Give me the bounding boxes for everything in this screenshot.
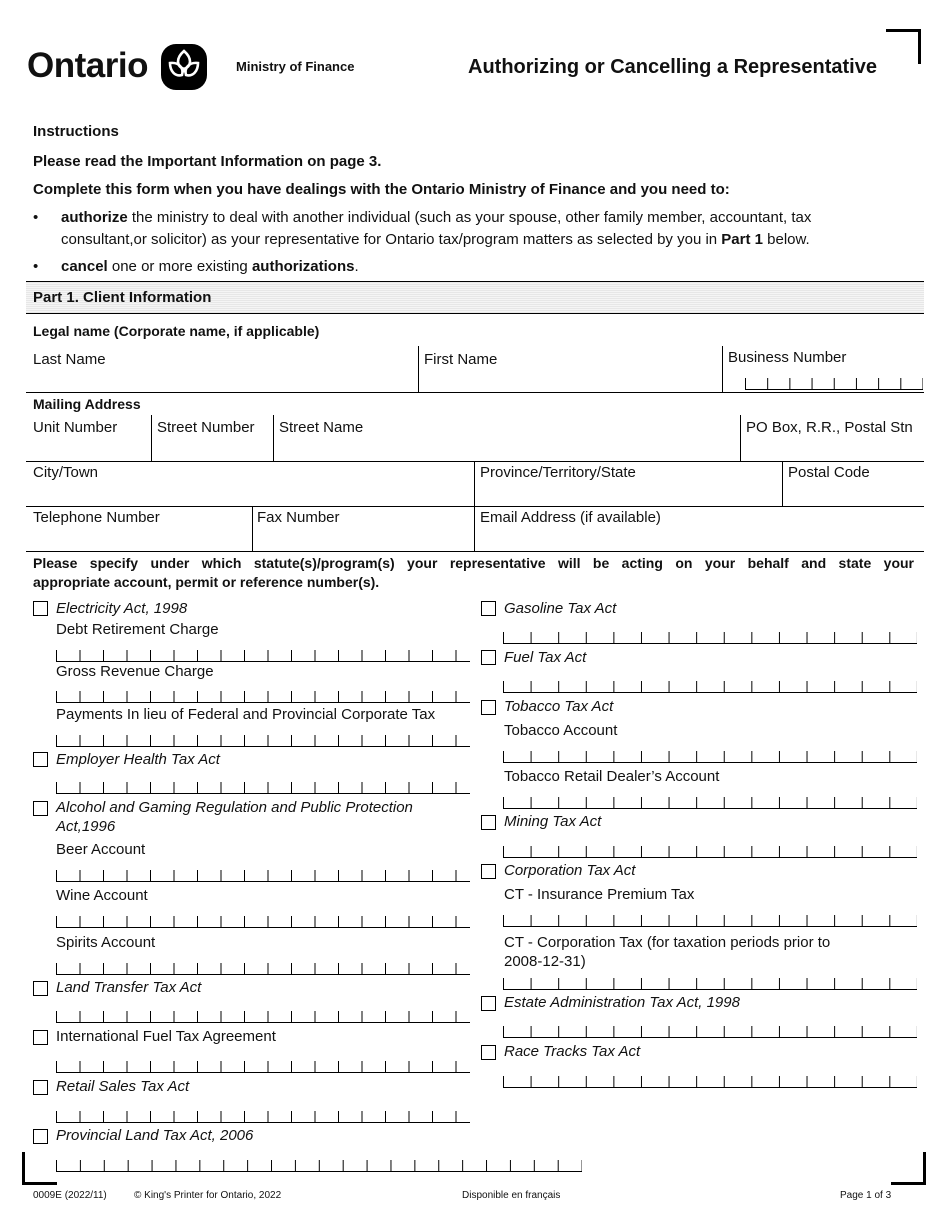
corporation-tax-checkbox[interactable]: [481, 864, 496, 879]
city-field[interactable]: [28, 462, 472, 505]
retail-sales-label: Retail Sales Tax Act: [56, 1078, 190, 1095]
payments-in-lieu-label: Payments In lieu of Federal and Provincial Corporate Tax: [56, 706, 436, 723]
spirits-account-field[interactable]: [56, 963, 470, 975]
instructions-line-1: Please read the Important Information on page 3.: [33, 153, 382, 170]
fuel-tax-label: Fuel Tax Act: [504, 649, 587, 666]
legal-name-label: Legal name (Corporate name, if applicable): [33, 323, 320, 339]
tobacco-account-label: Tobacco Account: [504, 722, 618, 739]
bullet-part1-ref: Part 1: [721, 231, 763, 248]
business-number-label: Business Number: [728, 349, 847, 366]
ct-insurance-label: CT - Insurance Premium Tax: [504, 886, 695, 903]
email-field[interactable]: [476, 507, 924, 550]
bullet-cancel: [61, 258, 359, 275]
estate-administration-checkbox[interactable]: [481, 996, 496, 1011]
electricity-act-checkbox[interactable]: [33, 601, 48, 616]
ct-corporation-label: CT - Corporation Tax (for taxation periods prior to: [504, 934, 831, 951]
bullet-authorize-text: the ministry to deal with another individual (such as your spouse, other family member, accountant, tax: [127, 209, 812, 226]
gross-revenue-field[interactable]: [56, 691, 470, 703]
corner-mark-top-right-vertical: [918, 29, 921, 64]
corner-mark-bottom-left-horizontal: [22, 1182, 57, 1185]
bullet-authorize-bold: authorize: [61, 209, 128, 226]
ontario-logo-text: Ontario: [27, 46, 148, 85]
provincial-land-checkbox[interactable]: [33, 1129, 48, 1144]
bullet-cancel-bold: cancel: [61, 258, 108, 275]
unit-number-field[interactable]: [28, 415, 148, 459]
ministry-name: Ministry of Finance: [236, 59, 355, 74]
business-number-field[interactable]: [745, 378, 923, 390]
divider: [722, 346, 723, 392]
last-name-label: Last Name: [33, 351, 106, 368]
mining-tax-field[interactable]: [503, 846, 917, 858]
po-box-field[interactable]: [742, 415, 924, 459]
ifta-label: International Fuel Tax Agreement: [56, 1028, 276, 1045]
bullet-authorize-end: below.: [763, 231, 810, 248]
form-number: 0009E (2022/11): [33, 1190, 107, 1201]
corner-mark-bottom-right: [923, 1152, 926, 1185]
mining-tax-label: Mining Tax Act: [504, 813, 602, 830]
land-transfer-checkbox[interactable]: [33, 981, 48, 996]
fuel-tax-checkbox[interactable]: [481, 650, 496, 665]
beer-account-field[interactable]: [56, 870, 470, 882]
mining-tax-checkbox[interactable]: [481, 815, 496, 830]
instructions-line-2: Complete this form when you have dealings with the Ontario Ministry of Finance and you need to:: [33, 181, 730, 198]
retail-sales-field[interactable]: [56, 1111, 470, 1123]
bullet-authorize-line2: [61, 231, 810, 248]
divider: [418, 346, 419, 392]
wine-account-label: Wine Account: [56, 887, 148, 904]
fax-label: Fax Number: [257, 509, 340, 526]
bullet-cancel-bold-2: authorizations: [251, 258, 355, 275]
estate-administration-field[interactable]: [503, 1026, 917, 1038]
provincial-land-field[interactable]: [56, 1160, 582, 1172]
provincial-land-label: Provincial Land Tax Act, 2006: [56, 1127, 254, 1144]
electricity-act-label: Electricity Act, 1998: [56, 600, 188, 617]
alcohol-gaming-label-2: Act,1996: [56, 818, 116, 835]
retail-sales-checkbox[interactable]: [33, 1080, 48, 1095]
divider: [252, 506, 253, 551]
employer-health-checkbox[interactable]: [33, 752, 48, 767]
corner-mark-bottom-left: [22, 1152, 25, 1185]
bullet-dot: •: [33, 209, 39, 226]
french-availability: Disponible en français: [462, 1190, 561, 1201]
ct-insurance-field[interactable]: [503, 915, 917, 927]
divider: [151, 415, 152, 461]
tobacco-retail-field[interactable]: [503, 797, 917, 809]
bullet-cancel-text: one or more existing: [107, 258, 252, 275]
gasoline-tax-label: Gasoline Tax Act: [504, 600, 617, 617]
last-name-field[interactable]: [28, 344, 416, 390]
postal-code-label: Postal Code: [788, 464, 870, 481]
corner-mark-top-right: [886, 29, 921, 32]
alcohol-gaming-label: Alcohol and Gaming Regulation and Public Protection: [56, 799, 413, 816]
wine-account-field[interactable]: [56, 916, 470, 928]
form-title: Authorizing or Cancelling a Representative: [468, 56, 877, 78]
province-label: Province/Territory/State: [480, 464, 636, 481]
ifta-field[interactable]: [56, 1061, 470, 1073]
bullet-cancel-end: .: [354, 258, 359, 275]
debt-retirement-field[interactable]: [56, 650, 470, 662]
tobacco-account-field[interactable]: [503, 751, 917, 763]
estate-administration-label: Estate Administration Tax Act, 1998: [504, 994, 740, 1011]
bullet-dot: •: [33, 258, 39, 275]
unit-number-label: Unit Number: [33, 419, 118, 436]
statute-instruction-line-1: Please specify under which statute(s)/program(s) your representative will be acting on your behalf and state your: [33, 555, 914, 571]
telephone-field[interactable]: [28, 507, 250, 550]
employer-health-field[interactable]: [56, 782, 470, 794]
tobacco-tax-label: Tobacco Tax Act: [504, 698, 614, 715]
bullet-authorize: [61, 209, 811, 226]
divider: [740, 415, 741, 461]
ct-corporation-label-2: 2008-12-31): [504, 953, 586, 970]
trillium-logo-icon: [161, 44, 207, 90]
copyright: © King's Printer for Ontario, 2022: [134, 1190, 282, 1201]
fax-field[interactable]: [254, 507, 472, 550]
telephone-label: Telephone Number: [33, 509, 160, 526]
land-transfer-field[interactable]: [56, 1011, 470, 1023]
first-name-field[interactable]: [420, 344, 720, 390]
statute-instruction-line-2: appropriate account, permit or reference number(s).: [33, 574, 380, 590]
gross-revenue-label: Gross Revenue Charge: [56, 663, 214, 680]
race-tracks-field[interactable]: [503, 1076, 917, 1088]
first-name-label: First Name: [424, 351, 498, 368]
land-transfer-label: Land Transfer Tax Act: [56, 979, 202, 996]
alcohol-gaming-checkbox[interactable]: [33, 801, 48, 816]
street-name-field[interactable]: [275, 415, 738, 459]
tobacco-tax-checkbox[interactable]: [481, 700, 496, 715]
province-field[interactable]: [476, 462, 780, 505]
race-tracks-checkbox[interactable]: [481, 1045, 496, 1060]
corporation-tax-label: Corporation Tax Act: [504, 862, 636, 879]
payments-in-lieu-field[interactable]: [56, 735, 470, 747]
fuel-tax-field[interactable]: [503, 681, 917, 693]
divider: [273, 415, 274, 461]
po-box-label: PO Box, R.R., Postal Stn: [746, 419, 913, 436]
part1-heading: Part 1. Client Information: [33, 289, 212, 306]
corner-mark-bottom-right-horizontal: [891, 1182, 926, 1185]
street-number-field[interactable]: [153, 415, 271, 459]
divider: [26, 392, 924, 393]
tobacco-retail-label: Tobacco Retail Dealer’s Account: [504, 768, 720, 785]
divider: [26, 551, 924, 552]
email-label: Email Address (if available): [480, 509, 661, 526]
page-number: Page 1 of 3: [840, 1190, 892, 1201]
race-tracks-label: Race Tracks Tax Act: [504, 1043, 641, 1060]
employer-health-label: Employer Health Tax Act: [56, 751, 220, 768]
gasoline-tax-checkbox[interactable]: [481, 601, 496, 616]
divider: [782, 461, 783, 506]
instructions-heading: Instructions: [33, 123, 119, 140]
city-label: City/Town: [33, 464, 99, 481]
ifta-checkbox[interactable]: [33, 1030, 48, 1045]
postal-code-field[interactable]: [784, 462, 924, 505]
beer-account-label: Beer Account: [56, 841, 146, 858]
mailing-address-label: Mailing Address: [33, 396, 141, 412]
bullet-authorize-line2-text: consultant,or solicitor) as your representative for Ontario tax/program matters as selected by you in: [61, 231, 722, 248]
street-number-label: Street Number: [157, 419, 255, 436]
debt-retirement-label: Debt Retirement Charge: [56, 621, 219, 638]
spirits-account-label: Spirits Account: [56, 934, 156, 951]
street-name-label: Street Name: [279, 419, 364, 436]
gasoline-tax-field[interactable]: [503, 632, 917, 644]
ct-corporation-field[interactable]: [503, 978, 917, 990]
